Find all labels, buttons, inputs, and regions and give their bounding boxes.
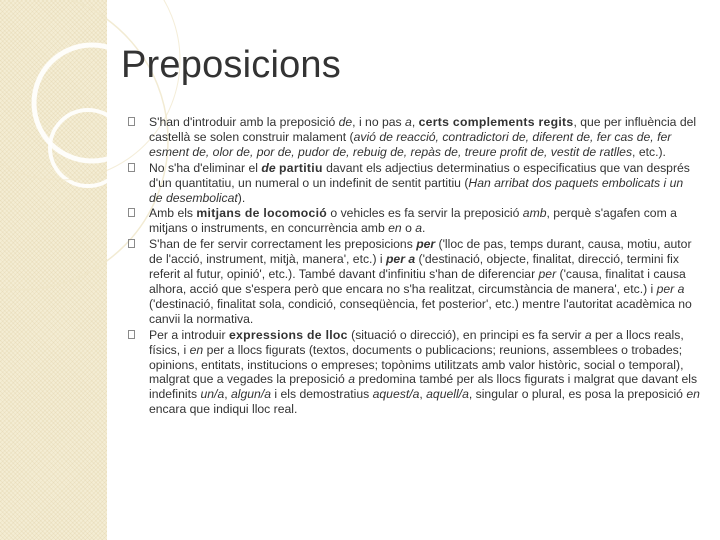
bullet-item	[128, 161, 700, 206]
bullet-item	[128, 206, 700, 236]
bullet-list	[128, 115, 700, 418]
bullet-text-segment: i els demostratius	[271, 387, 373, 402]
bullet-text-segment: predomina també per als llocs figurats i malgrat que davant els indefinits	[149, 372, 698, 402]
bullet-text-segment: S'han d'introduir amb la preposició	[149, 115, 339, 129]
bullet-text-segment: ).	[237, 190, 246, 205]
bullet-text-segment: amb	[522, 206, 547, 221]
square-bullet-icon	[128, 239, 135, 248]
square-bullet-icon	[128, 330, 135, 339]
bullet-text-segment: de	[261, 160, 276, 175]
bullet-text-segment: per a	[385, 252, 416, 267]
bullet-text-segment: per a llocs figurats (textos, documents o publicacions; reunions, assemblees o trobades; opinions, entitats, institucions o empreses; topònims utilitzats amb valor històric, social o temporal), malgrat que a vegades la preposició	[149, 342, 684, 387]
bullet-text-segment: Amb els	[149, 206, 197, 221]
bullet-text-segment: o vehicles es fa servir la preposició	[327, 206, 523, 221]
bullet-text-segment: aquell/a	[426, 387, 469, 402]
square-bullet-icon	[128, 208, 135, 217]
bullet-item	[128, 328, 700, 417]
bullet-text-segment: , singular o plural, es posa la preposició	[468, 387, 687, 402]
bullet-text-segment: partitiu	[279, 160, 323, 175]
bullet-text-segment: en	[686, 387, 700, 402]
bullet-text-segment: , etc.).	[632, 144, 666, 159]
bullet-text-segment: ('destinació, finalitat sola, condició, conseqüència, fet posterior', etc.) mentre l'autoritat acadèmica no canvii la normativa.	[149, 296, 692, 326]
bullet-text-segment: ,	[411, 115, 419, 129]
bullet-item	[128, 237, 700, 326]
bullet-text-segment: en	[189, 342, 204, 357]
square-bullet-icon	[128, 163, 135, 172]
bullet-text-segment: Per a introduir	[149, 327, 229, 342]
bullet-text-segment: , que per influència del castellà se solen construir malament (	[149, 115, 697, 144]
bullet-text-segment: ('lloc de pas, temps durant, causa, motiu, autor de l'acció, instrument, mitjà, manera', etc.) i	[149, 237, 692, 267]
bullet-text-segment: per	[538, 267, 557, 282]
bullet-text-segment: a	[348, 372, 355, 387]
bullet-text-segment: S'han de fer servir correctament les preposicions	[149, 237, 417, 252]
bullet-text-segment: per a	[656, 281, 685, 296]
bullet-text-segment: encara que indiqui lloc real.	[149, 402, 298, 417]
bullet-text-segment: , i no pas	[352, 115, 406, 129]
bullet-text-segment: (situació o direcció), en principi es fa servir	[347, 327, 585, 342]
bullet-text-segment: ,	[224, 387, 232, 402]
bullet-text-segment: un/a	[200, 387, 225, 402]
bullet-text-segment: No s'ha d'eliminar el	[149, 160, 262, 175]
bullet-text-segment: davant els adjectius determinatius o especificatius que van després d'un quantitatiu, un numeral o un indefinit de sentit partitiu (	[149, 160, 690, 190]
bullet-text-segment: a	[405, 115, 412, 129]
bullet-text-segment: avió de reacció, contradictori de, diferent de, fer cas de, fer esment de, olor de, por de, pudor de, rebuig de, repàs de, treure profit de, vestit de ratlles	[149, 129, 672, 159]
bullet-text-segment: a	[584, 327, 592, 342]
slide-title: Preposicions	[121, 44, 341, 86]
bullet-item	[128, 115, 700, 160]
square-bullet-icon	[128, 117, 135, 126]
bullet-text-segment: ('destinació, objecte, finalitat, direcció, termini fix referit al futur, opinió', etc.). També davant d'infinitiu s'han de diferenciar	[149, 252, 679, 282]
bullet-text-segment: aquest/a	[372, 387, 420, 402]
bullet-text-segment: ,	[419, 387, 427, 402]
bullet-text-segment: certs complements regits	[418, 115, 574, 129]
bullet-text-segment: de	[338, 115, 353, 129]
bullet-text-segment: mitjans de locomoció	[196, 206, 328, 221]
bullet-text-segment: .	[422, 221, 426, 236]
bullet-text-segment: ('causa, finalitat i causa alhora, acció que s'espera però que encara no s'ha realitzat, circumstància de manera', etc.) i	[149, 267, 686, 296]
bullet-text-segment: expressions de lloc	[228, 327, 348, 342]
bullet-text-segment: per a llocs reals, físics, i	[149, 327, 684, 357]
bullet-text-segment: o	[401, 221, 416, 236]
bullet-text-segment: per	[416, 237, 436, 252]
bullet-text-segment: a	[415, 221, 423, 236]
bullet-text-segment: Han arribat dos paquets embolicats i un de desembolicat	[149, 175, 684, 205]
bullet-text-segment: algun/a	[231, 387, 271, 402]
bullet-text-segment: , perquè s'agafen com a mitjans o instruments, en concurrència amb	[149, 206, 677, 236]
bullet-text-segment: en	[388, 221, 402, 236]
